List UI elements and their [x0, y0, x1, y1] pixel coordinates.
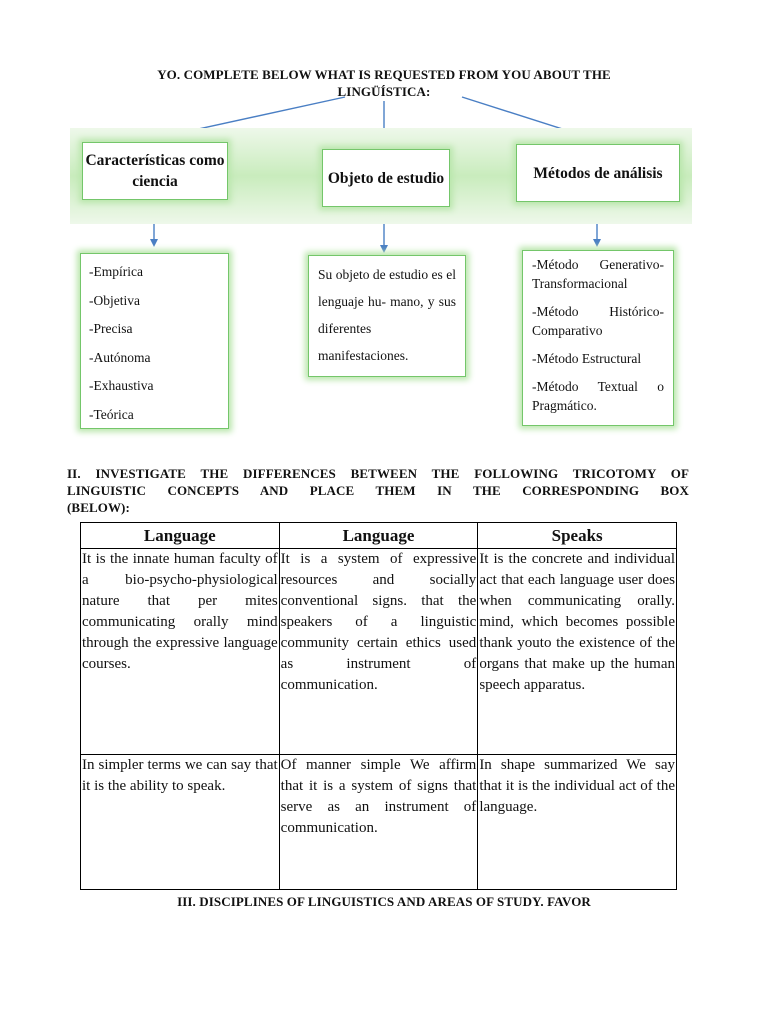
object-description-box	[308, 255, 466, 377]
list-item: -Exhaustiva	[89, 378, 154, 393]
section-1-title-line-2: LINGÜÍSTICA:	[337, 84, 431, 99]
section-2-title-line-3: (BELOW):	[67, 500, 130, 515]
characteristics-list	[80, 253, 229, 429]
objeto-heading-box	[322, 149, 450, 207]
list-item: -Autónoma	[89, 349, 151, 365]
tricotomy-table	[80, 522, 677, 890]
table-cell: It is the innate human faculty of a bio-psycho-physiological nature that per mites communicating orally mind through the expressive language courses.	[81, 549, 280, 755]
table-cell: Of manner simple We affirm that it is a system of signs that serve as an instrument of communication.	[279, 755, 478, 890]
list-item: -Método Estructural	[532, 351, 642, 366]
caracteristicas-heading: Características como ciencia	[85, 152, 225, 190]
list-item: -Teórica	[89, 406, 134, 422]
list-item: -Objetiva	[89, 292, 140, 308]
column-header: Speaks	[478, 523, 677, 549]
section-2-title-line-2: LINGUISTIC CONCEPTS AND PLACE THEM IN THE CORRESPONDING BOX	[67, 483, 689, 498]
table-cell: In simpler terms we can say that it is the ability to speak.	[81, 755, 280, 890]
metodos-heading-box	[516, 144, 680, 202]
list-item: -Método Textual o Pragmático.	[532, 379, 664, 413]
caracteristicas-heading-box	[82, 142, 228, 200]
list-item: -Empírica	[89, 264, 143, 279]
concept-diagram	[70, 122, 692, 437]
list-item: -Método Histórico-Comparativo	[532, 304, 664, 338]
section-1-title-line-1: YO. COMPLETE BELOW WHAT IS REQUESTED FROM YOU ABOUT THE	[157, 67, 611, 82]
table-header-row	[81, 523, 677, 549]
table-cell: It is a system of expressive resources and socially conventional signs. that the speakers of a linguistic community certain ethics used as instrument of communication.	[279, 549, 478, 755]
methods-list	[522, 250, 674, 426]
column-header: Language	[81, 523, 280, 549]
table-cell: It is the concrete and individual act that each language user does when communicating orally. mind, which becomes possible thank youto the existence of the organs that make up the human speech apparatus.	[478, 549, 677, 755]
column-header: Language	[279, 523, 478, 549]
table-cell: In shape summarized We say that it is the individual act of the language.	[478, 755, 677, 890]
section-1-title	[110, 66, 658, 100]
table-row	[81, 549, 677, 755]
object-description: Su objeto de estudio es el lenguaje hu- mano, y sus diferentes manifestaciones.	[318, 267, 456, 363]
metodos-heading: Métodos de análisis	[533, 164, 663, 182]
section-2-title-line-1: II. INVESTIGATE THE DIFFERENCES BETWEEN THE FOLLOWING TRICOTOMY OF	[67, 466, 689, 481]
list-item: -Precisa	[89, 321, 133, 336]
list-item: -Método Generativo-Transformacional	[532, 257, 664, 291]
objeto-heading: Objeto de estudio	[327, 169, 445, 187]
table-row	[81, 755, 677, 890]
section-3-title: III. DISCIPLINES OF LINGUISTICS AND AREAS OF STUDY. FAVOR	[177, 894, 591, 909]
